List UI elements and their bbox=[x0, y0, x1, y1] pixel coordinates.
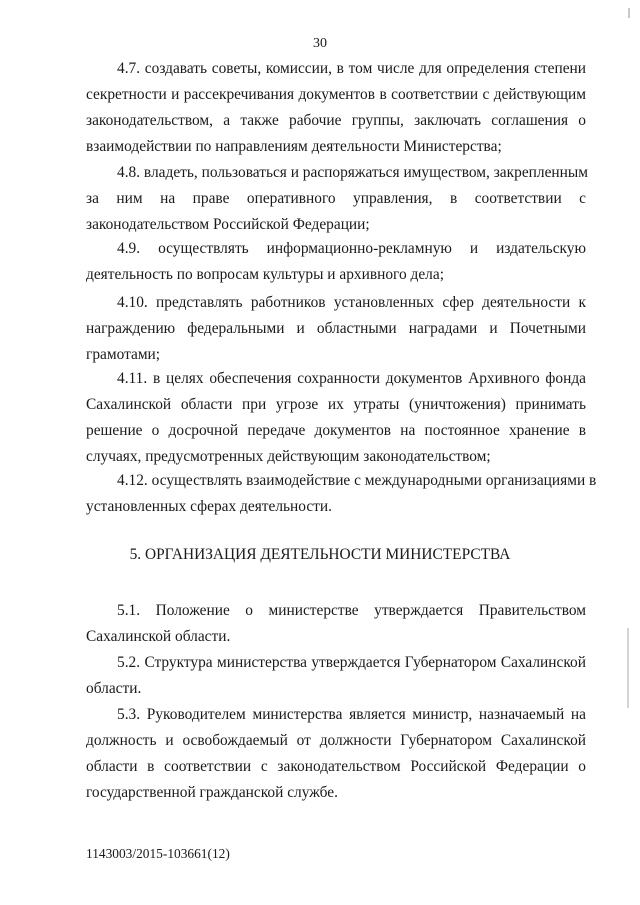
page-number: 30 bbox=[313, 36, 327, 51]
text-line: 4.9. осуществлять информационно-рекламную и издательскую bbox=[117, 240, 586, 257]
text-line: законодательством, а также рабочие группы, заключать соглашения о bbox=[86, 112, 586, 129]
section-heading: 5. ОРГАНИЗАЦИЯ ДЕЯТЕЛЬНОСТИ МИНИСТЕРСТВА bbox=[129, 546, 511, 563]
text-line: секретности и рассекречивания документов в соответствии с действующим bbox=[86, 86, 586, 103]
text-line: 4.7. создавать советы, комиссии, в том числе для определения степени bbox=[117, 60, 586, 77]
text-line: области. bbox=[86, 680, 142, 697]
text-line: 5.2. Структура министерства утверждается Губернатором Сахалинской bbox=[117, 654, 586, 671]
scan-artifact bbox=[627, 628, 629, 708]
text-line: Сахалинской области при угрозе их утраты (уничтожения) принимать bbox=[86, 396, 586, 413]
paragraph-4-10 bbox=[86, 290, 586, 368]
paragraph-5-3 bbox=[86, 702, 586, 806]
text-line: установленных сферах деятельности. bbox=[86, 498, 332, 515]
paragraph-4-7 bbox=[86, 56, 586, 160]
document-id: 1143003/2015-103661(12) bbox=[86, 846, 230, 861]
text-line: 4.11. в целях обеспечения сохранности документов Архивного фонда bbox=[117, 370, 586, 387]
text-line: области в соответствии с законодательством Российской Федерации о bbox=[86, 758, 586, 775]
text-line: 4.10. представлять работников установленных сфер деятельности к bbox=[117, 294, 586, 311]
text-line: 4.8. владеть, пользоваться и распоряжаться имуществом, закрепленным bbox=[117, 164, 588, 181]
text-line: государственной гражданской службе. bbox=[86, 784, 338, 801]
paragraph-4-9 bbox=[86, 236, 586, 288]
text-line: 5.1. Положение о министерстве утверждается Правительством bbox=[117, 602, 586, 619]
paragraph-5-1 bbox=[86, 598, 586, 650]
paragraph-4-8 bbox=[86, 160, 586, 238]
text-line: 5.3. Руководителем министерства является министр, назначаемый на bbox=[117, 706, 586, 723]
text-line: 4.12. осуществлять взаимодействие с международными организациями в bbox=[117, 472, 597, 489]
paragraph-4-11 bbox=[86, 366, 586, 470]
text-line: награждению федеральными и областными наградами и Почетными bbox=[86, 320, 586, 337]
text-line: должность и освобождаемый от должности Губернатором Сахалинской bbox=[86, 732, 586, 749]
text-line: деятельность по вопросам культуры и архивного дела; bbox=[86, 266, 444, 283]
text-line: взаимодействии по направлениям деятельности Министерства; bbox=[86, 138, 502, 155]
text-line: грамотами; bbox=[86, 346, 161, 363]
text-line: случаях, предусмотренных действующим законодательством; bbox=[86, 448, 491, 465]
scan-artifact bbox=[628, 8, 630, 18]
text-line: решение о досрочной передаче документов на постоянное хранение в bbox=[86, 422, 586, 439]
text-line: Сахалинской области. bbox=[86, 628, 231, 645]
paragraph-4-12 bbox=[86, 468, 597, 520]
text-line: законодательством Российской Федерации; bbox=[86, 216, 370, 233]
paragraph-5-2 bbox=[86, 650, 586, 702]
text-line: за ним на праве оперативного управления, в соответствии с bbox=[86, 190, 586, 207]
